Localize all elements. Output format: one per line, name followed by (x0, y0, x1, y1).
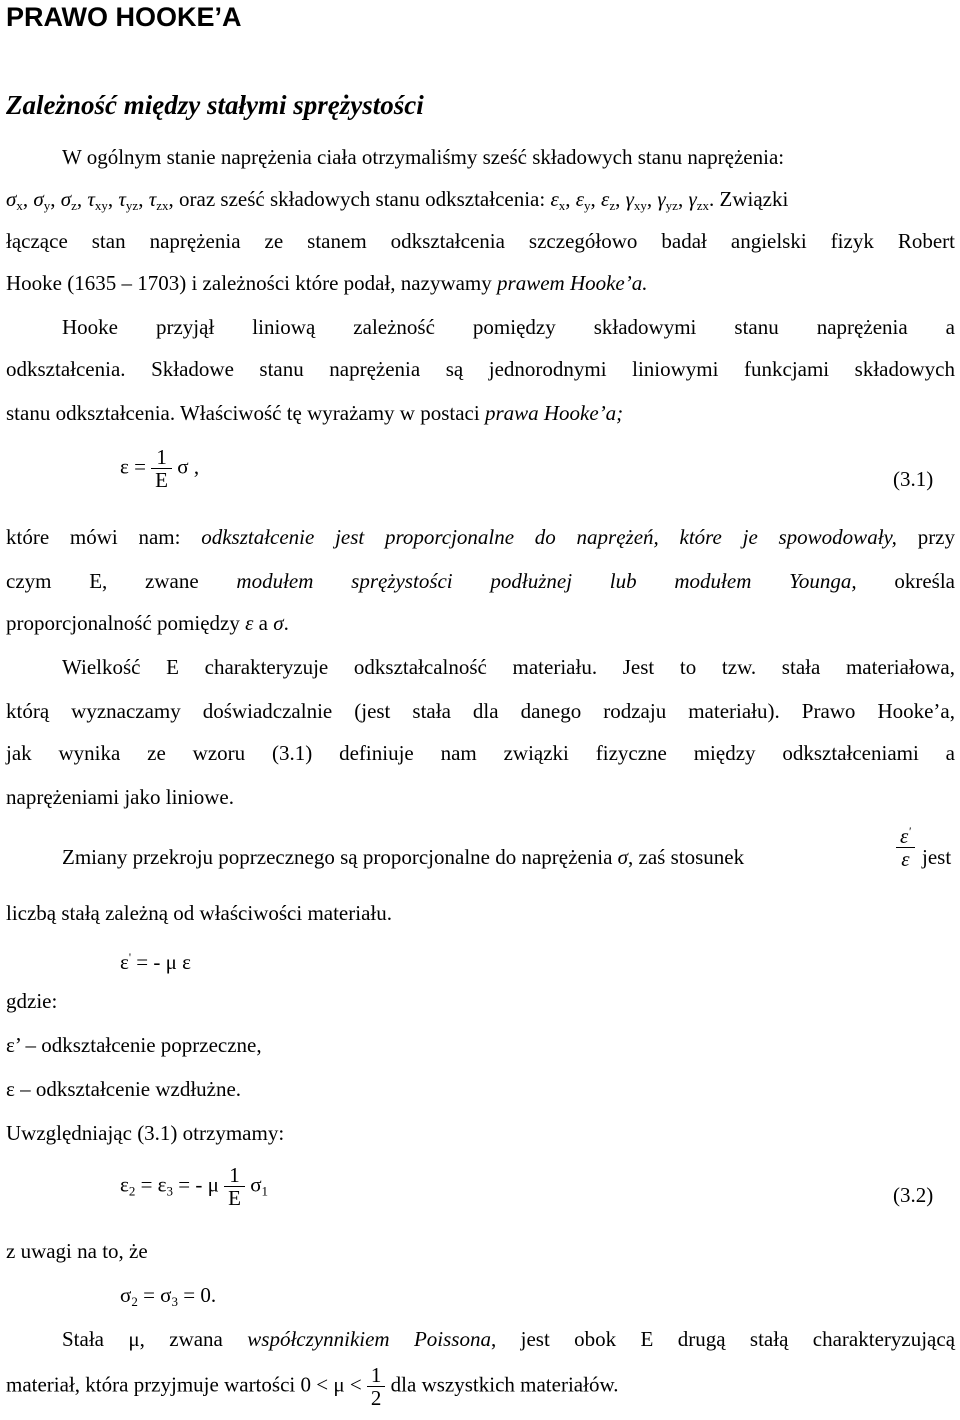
equation-number-3-1: (3.1) (893, 467, 934, 491)
equation-3-2: $\varepsilon_2 = \varepsilon_3$ = - μ $\frac{1}{E}$ $\sigma_1$ (120, 1163, 269, 1210)
paragraph-1-line-1: W ogólnym stanie naprężenia ciała otrzymaliśmy sześć składowych stanu naprężenia: (62, 145, 785, 169)
considering-line: Uwzględniając (3.1) otrzymamy: (6, 1121, 285, 1145)
equation-zero-stress: $\sigma_2 = \sigma_3 = 0$. (120, 1283, 217, 1309)
fraction-1-over-E: $\frac{1}{E}$ (151, 446, 172, 491)
paragraph-5-line-2: liczbą stałą zależną od właściwości materiału. (6, 901, 392, 925)
paragraph-2-line-3: stanu odkształcenia. Właściwość tę wyrażamy w postaci prawa Hooke’a; (6, 401, 624, 425)
page-title: PRAWO HOOKE’A (6, 2, 242, 32)
fraction-eps-prime-over-eps: $\frac{\varepsilon'}{\varepsilon}$ (896, 820, 915, 870)
paragraph-4-line-3: jak wynika ze wzoru (3.1) definiuje nam związki fizyczne między odkształceniami a (6, 741, 955, 765)
section-heading: Zależność między stałymi sprężystości (6, 90, 424, 120)
fraction-1-over-E-2: $\frac{1}{E}$ (224, 1164, 245, 1209)
paragraph-3-line-2: czym E, zwane modułem sprężystości podłużnej lub modułem Younga, określa (6, 569, 956, 593)
equation-poisson: ε' = - μ ε (120, 950, 191, 974)
paragraph-4-line-2: którą wyznaczamy doświadczalnie (jest stała dla danego rodzaju materiału). Prawo Hooke’a, (6, 699, 955, 723)
paragraph-1-line-4: Hooke (1635 – 1703) i zależności które podał, nazywamy prawem Hooke’a. (6, 271, 648, 295)
equation-number-3-2: (3.2) (893, 1183, 934, 1207)
paragraph-6-line-1: Stała μ, zwana współczynnikiem Poissona, jest obok E drugą stałą charakteryzującą (62, 1327, 956, 1351)
paragraph-1-line-3: łączące stan naprężenia ze stanem odkształcenia szczegółowo badał angielski fizyk Robert (6, 229, 955, 253)
paragraph-6-line-2: materiał, która przyjmuje wartości 0 < μ < $\frac{1}{2}$ dla wszystkich materiałów. (6, 1363, 619, 1410)
paragraph-5-jest: jest (922, 845, 952, 869)
paragraph-5-line-1: Zmiany przekroju poprzecznego są proporcjonalne do naprężenia σ, zaś stosunek (62, 845, 745, 869)
paragraph-2-line-1: Hooke przyjął liniową zależność pomiędzy składowymi stanu naprężenia a (62, 315, 955, 339)
paragraph-1-line-2: $\sigma_x$, $\sigma_y$, $\sigma_z$, $\tau_{xy}$, $\tau_{yz}$, $\tau_{zx}$, oraz sześć składowych stanu odkształcenia: $\varepsilon_x$, $\varepsilon_y$, $\varepsilon_z$, $\gamma_{xy}$, $\gamma_{yz}$, $\gamma_{zx}$. Związki (6, 187, 789, 213)
paragraph-3-line-3: proporcjonalność pomiędzy ε a σ. (6, 611, 289, 635)
paragraph-4-line-1: Wielkość E charakteryzuje odkształcalność materiału. Jest to tzw. stała materiałowa, (62, 655, 955, 679)
paragraph-4-line-4: naprężeniami jako liniowe. (6, 785, 234, 809)
since-line: z uwagi na to, że (6, 1239, 148, 1263)
where-label: gdzie: (6, 989, 58, 1013)
fraction-1-over-2: $\frac{1}{2}$ (367, 1364, 386, 1409)
paragraph-2-line-2: odkształcenia. Składowe stanu naprężenia są jednorodnymi liniowymi funkcjami składowych (6, 357, 955, 381)
paragraph-3-line-1: które mówi nam: odkształcenie jest proporcjonalne do naprężeń, które je spowodowały, przy (6, 525, 956, 549)
equation-3-1: ε = $\frac{1}{E}$ σ , (120, 445, 200, 492)
definition-transverse-strain: ε’ – odkształcenie poprzeczne, (6, 1033, 262, 1057)
definition-longitudinal-strain: ε – odkształcenie wzdłużne. (6, 1077, 242, 1101)
